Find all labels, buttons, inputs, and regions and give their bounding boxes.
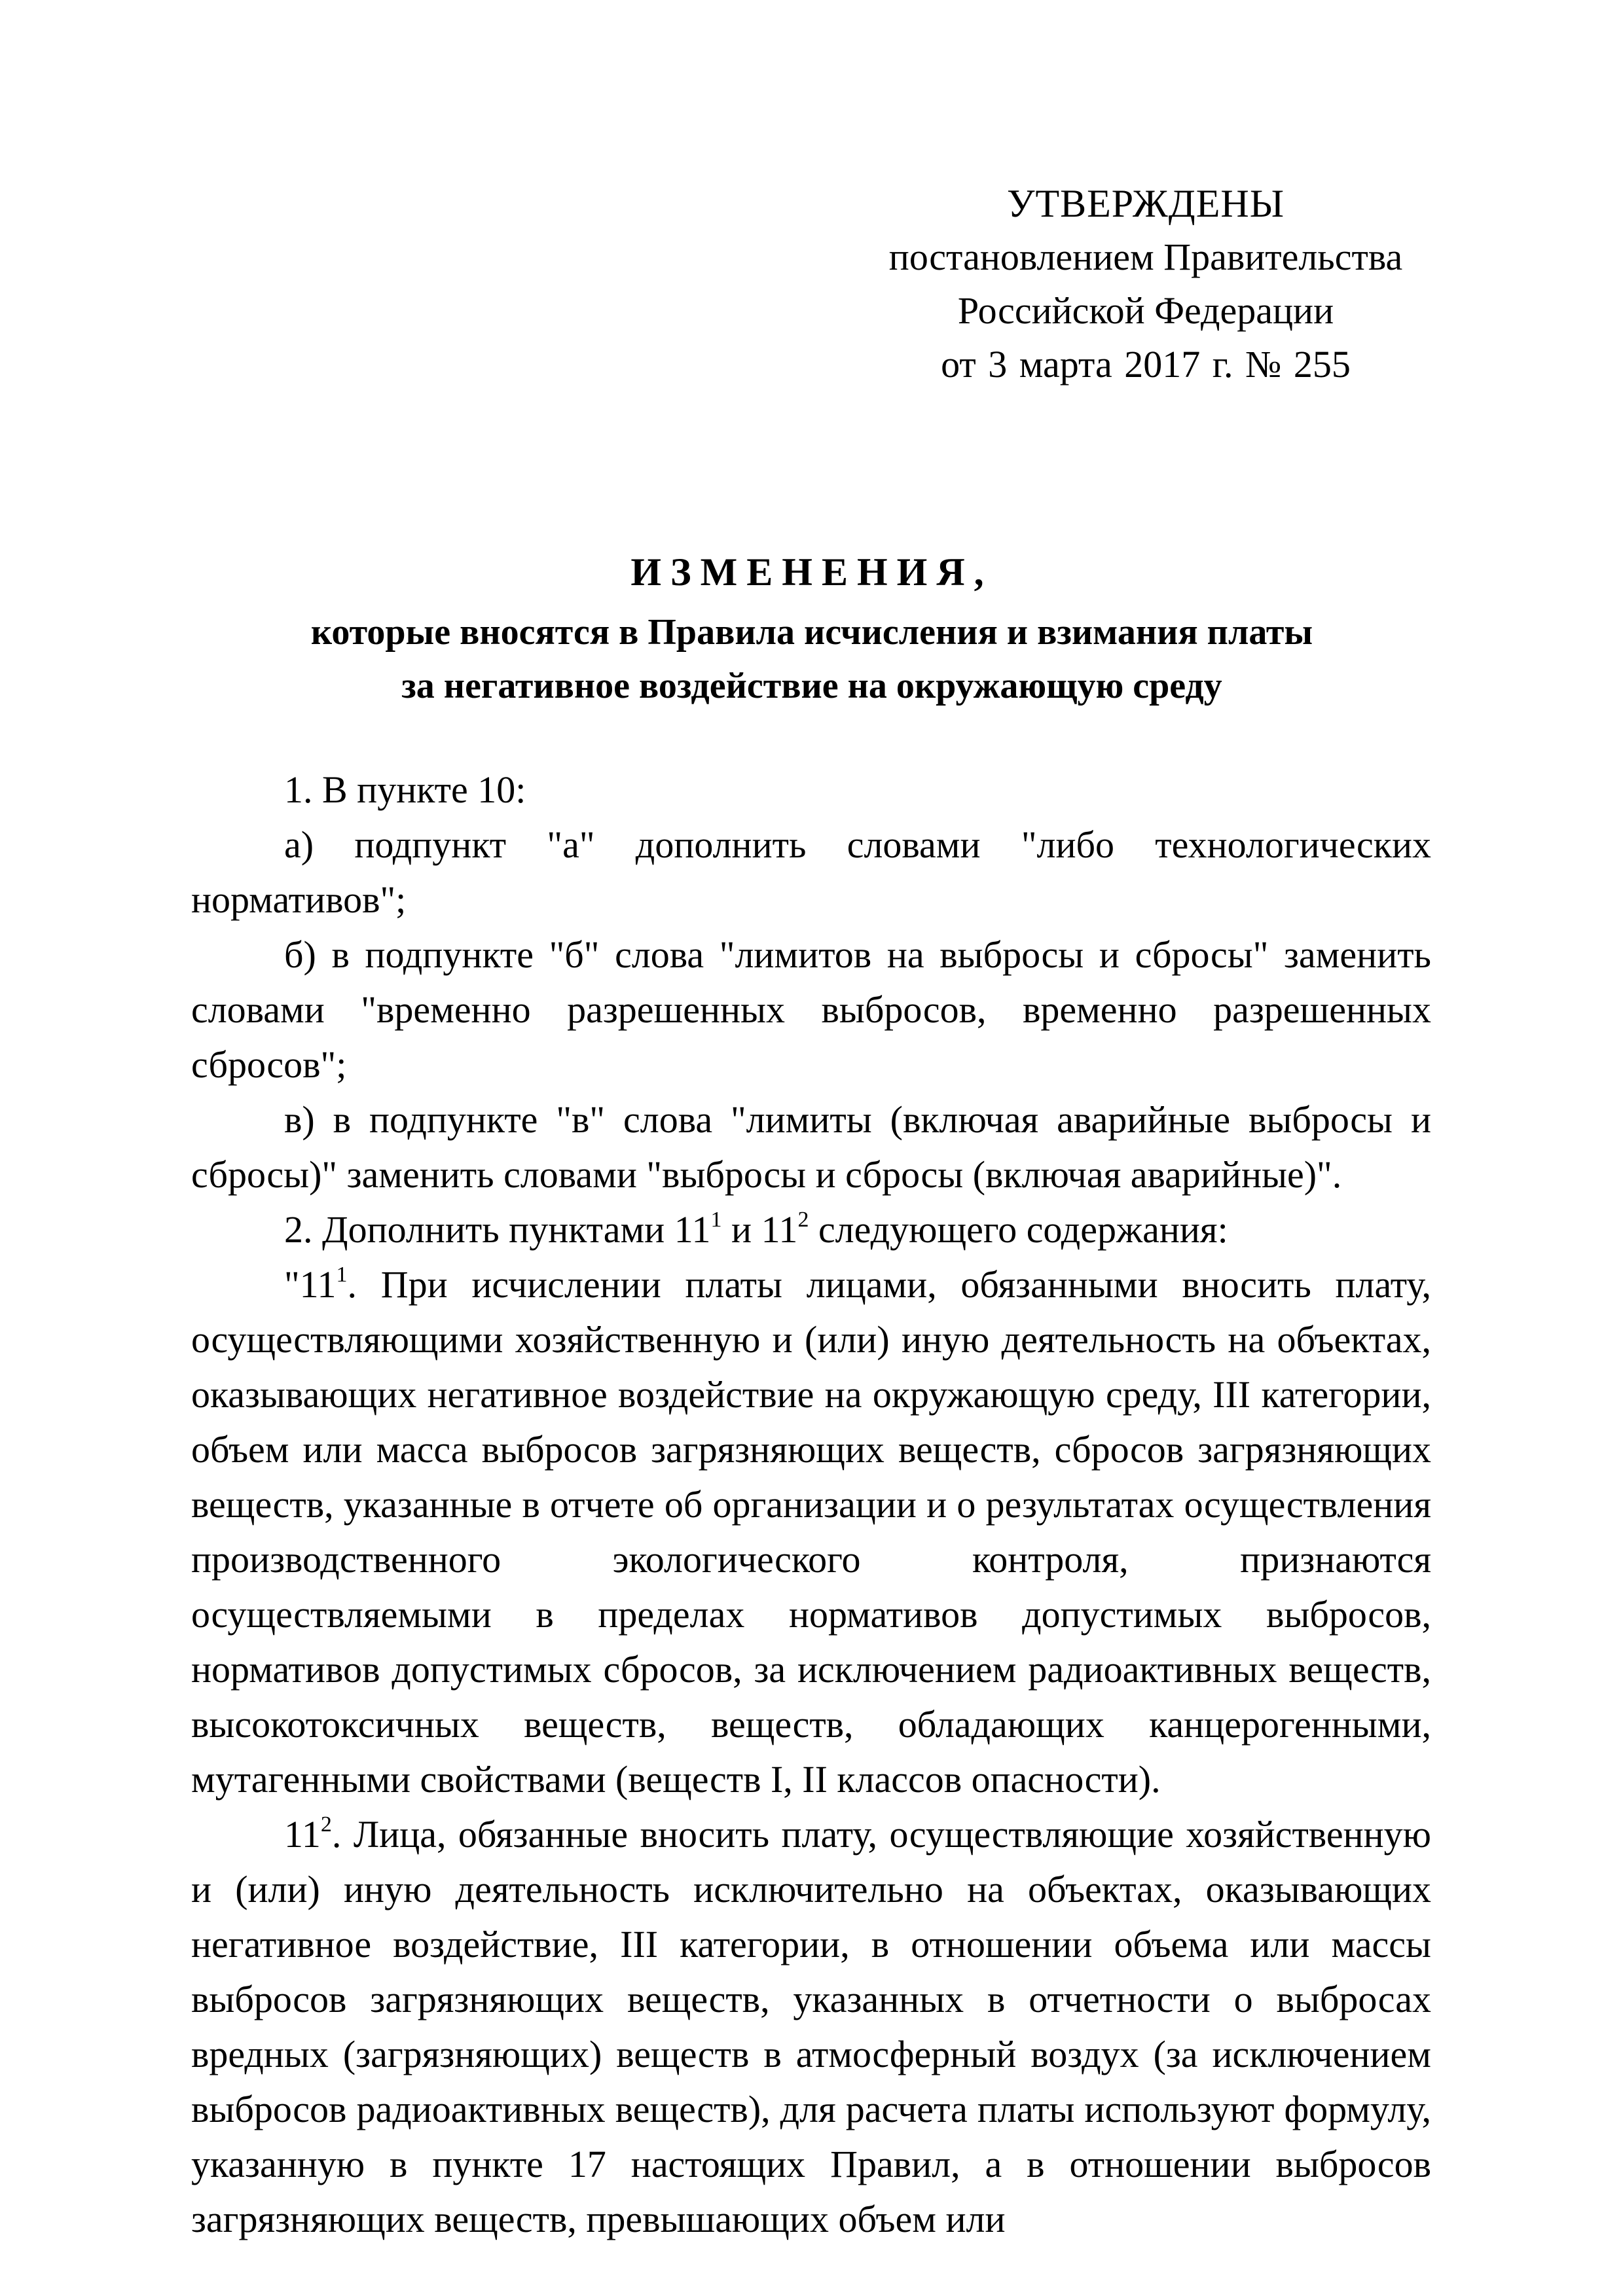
document-title: ИЗМЕНЕНИЯ, — [630, 550, 993, 594]
p11-1-text-a: "11 — [284, 1263, 337, 1306]
p11-1-superscript: 1 — [336, 1263, 348, 1287]
p2-superscript-1: 1 — [710, 1208, 722, 1232]
paragraph-11-1 — [191, 1257, 1431, 1807]
number-sign: № — [1245, 343, 1282, 386]
approval-stamp — [851, 177, 1440, 391]
p11-2-text-a: 11 — [284, 1813, 321, 1856]
approval-date-line — [851, 338, 1440, 391]
document-subtitle — [190, 605, 1434, 713]
paragraph-11-2 — [191, 1807, 1431, 2247]
p11-2-superscript: 2 — [320, 1812, 332, 1837]
subtitle-line-1: которые вносятся в Правила исчисления и взимания платы — [310, 612, 1313, 653]
approval-line-2: Российской Федерации — [957, 289, 1334, 332]
p11-2-text-b: . Лица, обязанные вносить плату, осуществляющие хозяйственную и (или) иную деятельность исключительно на объектах, оказывающих негативное воздействие, III категории, в отношении объема или массы выбросов загрязняющих веществ, указанных в отчетности о выбросах вредных (загрязняющих) веществ в атмосферный воздух (за исключением выбросов радиоактивных веществ), для расчета платы используют формулу, указанную в пункте 17 настоящих Правил, а в отношении выбросов загрязняющих веществ, превышающих объем или — [191, 1813, 1431, 2240]
document-body — [191, 762, 1431, 2247]
p2-text-c: следующего содержания: — [809, 1208, 1228, 1251]
approval-heading: УТВЕРЖДЕНЫ — [1006, 182, 1285, 225]
p2-superscript-2: 2 — [797, 1208, 809, 1232]
p2-text-b: и 11 — [721, 1208, 798, 1251]
p2-text-a: 2. Дополнить пунктами 11 — [284, 1208, 711, 1251]
paragraph-1b: б) в подпункте "б" слова "лимитов на выбросы и сбросы" заменить словами "временно разрешенных выбросов, временно разрешенных сбросов"; — [191, 933, 1431, 1086]
paragraph-2 — [191, 1202, 1431, 1257]
paragraph-1: 1. В пункте 10: — [284, 768, 526, 811]
decree-number: 255 — [1293, 343, 1351, 386]
subtitle-line-2: за негативное воздействие на окружающую среду — [401, 666, 1222, 706]
paragraph-1a: а) подпункт "а" дополнить словами "либо технологических нормативов"; — [191, 823, 1431, 921]
paragraph-1c: в) в подпункте "в" слова "лимиты (включая аварийные выбросы и сбросы)" заменить словами "выбросы и сбросы (включая аварийные)". — [191, 1098, 1431, 1196]
approval-line-1: постановлением Правительства — [888, 236, 1403, 278]
p11-1-text-b: . При исчислении платы лицами, обязанными вносить плату, осуществляющими хозяйственную и (или) иную деятельность на объектах, оказывающих негативное воздействие на окружающую среду, III категории, объем или масса выбросов загрязняющих веществ, сбросов загрязняющих веществ, указанные в отчете об организации и о результатах осуществления производственного экологического контроля, признаются осуществляемыми в пределах нормативов допустимых выбросов, нормативов допустимых сбросов, за исключением радиоактивных веществ, высокотоксичных веществ, веществ, обладающих канцерогенными, мутагенными свойствами (веществ I, II классов опасности). — [191, 1263, 1431, 1801]
approval-date: от 3 марта 2017 г. — [941, 343, 1233, 386]
